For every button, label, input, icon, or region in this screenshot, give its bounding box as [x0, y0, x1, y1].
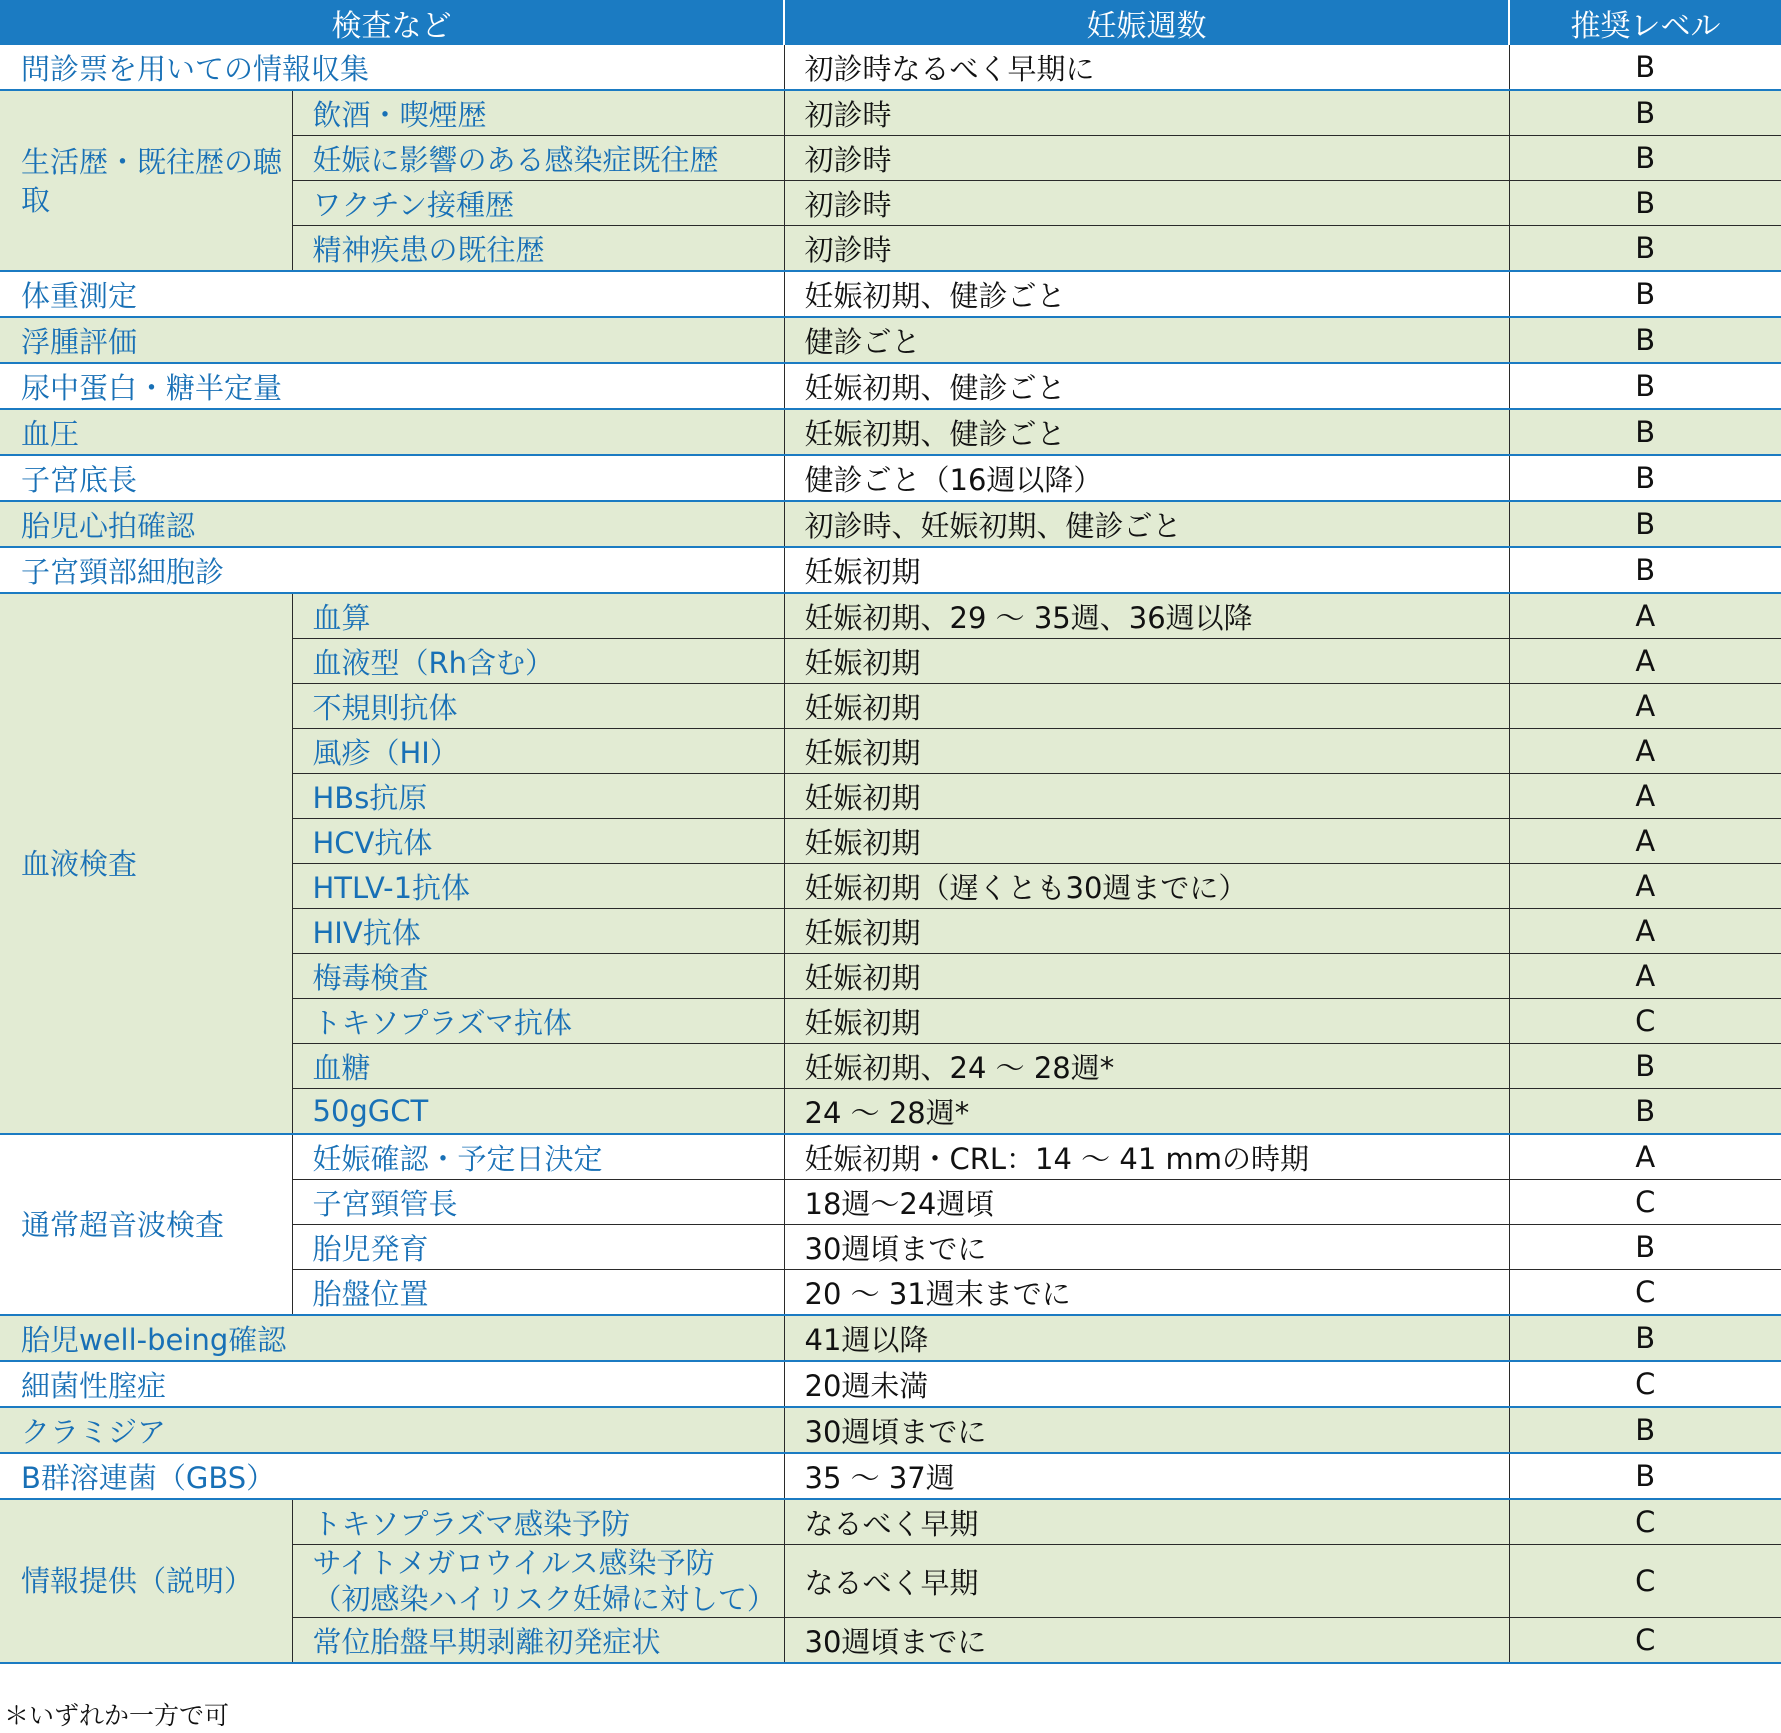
row-level: B [1509, 271, 1781, 317]
row-level: B [1509, 45, 1781, 90]
row-level: A [1509, 593, 1781, 639]
row-item: 胎児心拍確認 [0, 501, 784, 547]
row-item: 妊娠に影響のある感染症既往歴 [292, 136, 784, 181]
row-level: A [1509, 774, 1781, 819]
row-level: A [1509, 909, 1781, 954]
group-blood: 血液検査 [0, 593, 292, 1134]
row-weeks: 妊娠初期、健診ごと [784, 271, 1509, 317]
table-row [0, 1407, 1781, 1453]
row-item: 血算 [292, 593, 784, 639]
row-item: 子宮底長 [0, 455, 784, 501]
row-item: HBs抗原 [292, 774, 784, 819]
row-item: 子宮頸部細胞診 [0, 547, 784, 593]
row-level: B [1509, 1315, 1781, 1361]
row-item: 飲酒・喫煙歴 [292, 90, 784, 136]
row-item: 風疹（HI） [292, 729, 784, 774]
row-weeks: なるべく早期 [784, 1545, 1509, 1618]
row-level: B [1509, 455, 1781, 501]
row-level: B [1509, 1044, 1781, 1089]
table-row [0, 409, 1781, 455]
row-item: トキソプラズマ抗体 [292, 999, 784, 1044]
table-row [0, 1453, 1781, 1499]
row-item-line2: （初感染ハイリスク妊婦に対して） [312, 1582, 776, 1616]
row-item: 子宮頸管長 [292, 1180, 784, 1225]
row-weeks: 20週未満 [784, 1361, 1509, 1407]
row-weeks: 初診時なるべく早期に [784, 45, 1509, 90]
table-row [0, 45, 1781, 90]
table-row [0, 593, 1781, 639]
row-weeks: なるべく早期 [784, 1499, 1509, 1545]
row-level: C [1509, 1545, 1781, 1618]
header-row [0, 0, 1781, 45]
row-item: 50gGCT [292, 1089, 784, 1135]
row-weeks: 妊娠初期 [784, 774, 1509, 819]
row-item: 常位胎盤早期剥離初発症状 [292, 1618, 784, 1664]
row-item: ワクチン接種歴 [292, 181, 784, 226]
table-row [0, 363, 1781, 409]
group-history: 生活歴・既往歴の聴取 [0, 90, 292, 271]
row-level: A [1509, 1134, 1781, 1180]
row-weeks: 妊娠初期 [784, 729, 1509, 774]
row-weeks: 妊娠初期、24 ～ 28週* [784, 1044, 1509, 1089]
row-weeks: 初診時 [784, 226, 1509, 272]
footnote: ＊いずれか一方で可 [4, 1701, 230, 1730]
row-item: 胎児発育 [292, 1225, 784, 1270]
table-row [0, 1361, 1781, 1407]
table-row [0, 455, 1781, 501]
header-level: 推奨レベル [1509, 0, 1781, 45]
row-level: B [1509, 181, 1781, 226]
row-level: A [1509, 639, 1781, 684]
row-level: A [1509, 864, 1781, 909]
row-level: B [1509, 1225, 1781, 1270]
row-weeks: 妊娠初期、健診ごと [784, 409, 1509, 455]
row-item: 精神疾患の既往歴 [292, 226, 784, 272]
row-item: 不規則抗体 [292, 684, 784, 729]
row-item: 問診票を用いての情報収集 [0, 45, 784, 90]
row-weeks: 18週～24週頃 [784, 1180, 1509, 1225]
group-info: 情報提供（説明） [0, 1499, 292, 1663]
row-weeks: 41週以降 [784, 1315, 1509, 1361]
row-item: HCV抗体 [292, 819, 784, 864]
row-item: トキソプラズマ感染予防 [292, 1499, 784, 1545]
row-item [292, 1545, 784, 1618]
row-level: B [1509, 501, 1781, 547]
row-item: クラミジア [0, 1407, 784, 1453]
row-weeks: 初診時 [784, 136, 1509, 181]
row-level: B [1509, 90, 1781, 136]
row-weeks: 妊娠初期 [784, 819, 1509, 864]
row-level: C [1509, 1361, 1781, 1407]
row-weeks: 35 ～ 37週 [784, 1453, 1509, 1499]
table-row [0, 1134, 1781, 1180]
row-item: 妊娠確認・予定日決定 [292, 1134, 784, 1180]
table-row [0, 271, 1781, 317]
row-weeks: 妊娠初期 [784, 954, 1509, 999]
row-weeks: 妊娠初期、29 ～ 35週、36週以降 [784, 593, 1509, 639]
row-weeks: 妊娠初期（遅くとも30週までに） [784, 864, 1509, 909]
row-level: B [1509, 1089, 1781, 1135]
row-weeks: 健診ごと（16週以降） [784, 455, 1509, 501]
row-weeks: 妊娠初期 [784, 547, 1509, 593]
row-level: A [1509, 819, 1781, 864]
row-item: 血液型（Rh含む） [292, 639, 784, 684]
row-item: 梅毒検査 [292, 954, 784, 999]
row-item: 胎盤位置 [292, 1270, 784, 1316]
row-weeks: 妊娠初期・CRL：14 ～ 41 mmの時期 [784, 1134, 1509, 1180]
row-level: B [1509, 363, 1781, 409]
row-weeks: 妊娠初期 [784, 909, 1509, 954]
row-level: C [1509, 1270, 1781, 1316]
row-level: B [1509, 547, 1781, 593]
row-level: C [1509, 999, 1781, 1044]
header-weeks: 妊娠週数 [784, 0, 1509, 45]
row-item: HTLV-1抗体 [292, 864, 784, 909]
row-level: B [1509, 136, 1781, 181]
table-row [0, 90, 1781, 136]
row-level: C [1509, 1499, 1781, 1545]
row-weeks: 初診時、妊娠初期、健診ごと [784, 501, 1509, 547]
row-level: B [1509, 317, 1781, 363]
row-item: HIV抗体 [292, 909, 784, 954]
table-row [0, 317, 1781, 363]
row-level: B [1509, 409, 1781, 455]
table-row [0, 501, 1781, 547]
row-item: 血糖 [292, 1044, 784, 1089]
row-level: C [1509, 1618, 1781, 1664]
row-item: B群溶連菌（GBS） [0, 1453, 784, 1499]
row-level: B [1509, 1453, 1781, 1499]
row-level: A [1509, 729, 1781, 774]
row-weeks: 妊娠初期 [784, 639, 1509, 684]
row-weeks: 30週頃までに [784, 1225, 1509, 1270]
row-weeks: 健診ごと [784, 317, 1509, 363]
row-weeks: 20 ～ 31週末までに [784, 1270, 1509, 1316]
table-row [0, 1315, 1781, 1361]
row-weeks: 妊娠初期 [784, 999, 1509, 1044]
row-weeks: 妊娠初期 [784, 684, 1509, 729]
table-row [0, 547, 1781, 593]
row-weeks: 初診時 [784, 181, 1509, 226]
row-weeks: 30週頃までに [784, 1407, 1509, 1453]
row-level: B [1509, 1407, 1781, 1453]
table-row [0, 1499, 1781, 1545]
row-weeks: 30週頃までに [784, 1618, 1509, 1664]
row-weeks: 初診時 [784, 90, 1509, 136]
row-item: 胎児well-being確認 [0, 1315, 784, 1361]
row-item: 体重測定 [0, 271, 784, 317]
row-level: C [1509, 1180, 1781, 1225]
group-ultrasound: 通常超音波検査 [0, 1134, 292, 1315]
row-level: B [1509, 226, 1781, 272]
row-level: A [1509, 684, 1781, 729]
header-item: 検査など [0, 0, 784, 45]
row-level: A [1509, 954, 1781, 999]
row-weeks: 24 ～ 28週* [784, 1089, 1509, 1135]
row-item: 浮腫評価 [0, 317, 784, 363]
row-item: 血圧 [0, 409, 784, 455]
row-item: 細菌性腟症 [0, 1361, 784, 1407]
row-weeks: 妊娠初期、健診ごと [784, 363, 1509, 409]
row-item: 尿中蛋白・糖半定量 [0, 363, 784, 409]
row-item-line1: サイトメガロウイルス感染予防 [312, 1546, 715, 1580]
